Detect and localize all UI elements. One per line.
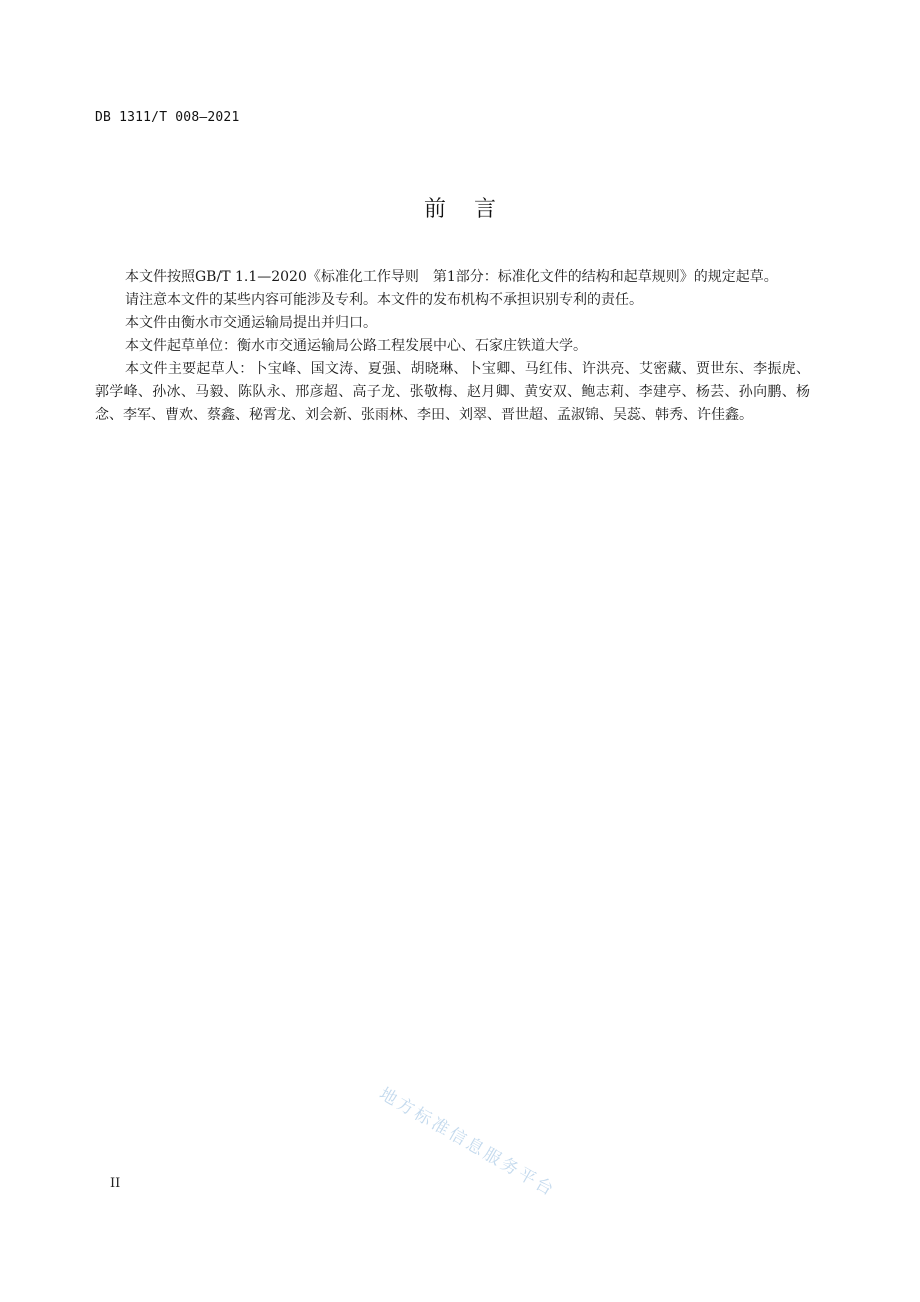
- paragraph-drafting-units: 本文件起草单位：衡水市交通运输局公路工程发展中心、石家庄铁道大学。: [125, 338, 587, 354]
- page-title: 前言: [423, 197, 524, 222]
- preface-body: [95, 266, 810, 427]
- paragraph-drafting-rules: 本文件按照GB/T 1.1—2020《标准化工作导则 第1部分：标准化文件的结构和起草规则》的规定起草。: [125, 269, 778, 285]
- document-code: DB 1311/T 008—2021: [95, 110, 240, 125]
- paragraph-proposer: 本文件由衡水市交通运输局提出并归口。: [125, 315, 377, 331]
- paragraph-drafters: 本文件主要起草人：卜宝峰、国文涛、夏强、胡晓琳、卜宝卿、马红伟、许洪亮、艾密藏、贾世东、李振虎、郭学峰、孙冰、马毅、陈队永、邢彦超、高子龙、张敬梅、赵月卿、黄安双、鲍志莉、李建亭、杨芸、孙向鹏、杨念、李军、曹欢、蔡鑫、秘霄龙、刘会新、张雨林、李田、刘翠、晋世超、孟淑锦、吴蕊、韩秀、许佳鑫。: [95, 361, 810, 423]
- page-number: II: [110, 1176, 121, 1191]
- paragraph-patent-notice: 请注意本文件的某些内容可能涉及专利。本文件的发布机构不承担识别专利的责任。: [125, 292, 643, 308]
- watermark: 地方标准信息服务平台: [375, 1084, 559, 1202]
